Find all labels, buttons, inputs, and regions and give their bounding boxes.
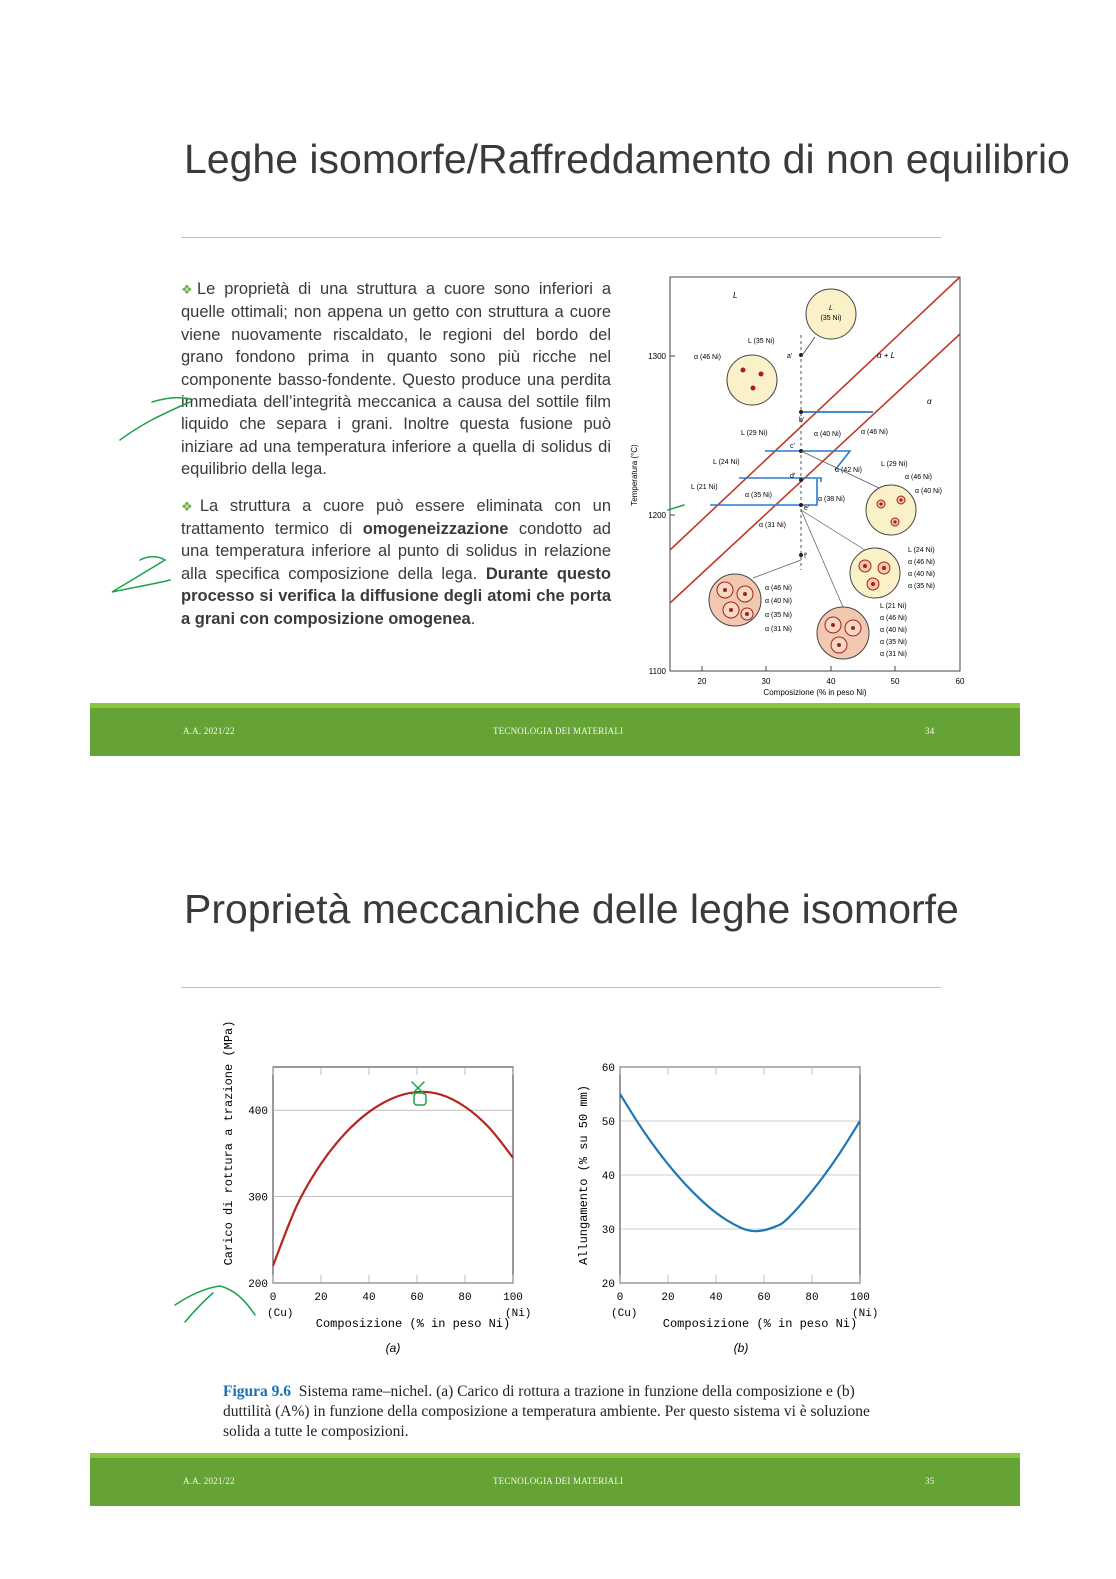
c3-alpha46-label: α (46 Ni) — [765, 585, 792, 592]
c3-alpha40-label: α (40 Ni) — [765, 598, 792, 605]
x-tick-20: 20 — [697, 677, 707, 686]
slide1-title-rule — [181, 237, 941, 238]
slide2-footer-year: A.A. 2021/22 — [183, 1476, 235, 1486]
tie-b-alpha46: α (46 Ni) — [861, 429, 888, 436]
region-alpha-label: α — [927, 397, 932, 406]
microstructure-1 — [727, 355, 777, 405]
point-b-label: b' — [799, 417, 805, 424]
chart-b-y-tick-label: 30 — [601, 1225, 615, 1237]
diagram-ylabel: Temperatura (°C) — [630, 444, 639, 506]
paragraph-2-text-e: . — [470, 609, 476, 628]
chart-a-title: (a) — [385, 1341, 401, 1355]
slide2-footer-page: 35 — [925, 1476, 935, 1486]
paragraph-1-text: Le proprietà di una struttura a cuore sono inferiori a quelle ottimali; non appena un getto con struttura a cuore viene nuovamente riscaldato, le regioni del bordo del grano fondono prima in quanto sono più ricche nel componente basso-fondente. Questo produce una perdita immediata dell’integrità meccanica a causa del sottile film liquido che separa i grani. Inoltre questa fusione può iniziare ad una temperatura inferiore a quella di solidus di equilibrio della lega. — [181, 280, 612, 479]
tie-d-alpha35: α (35 Ni) — [745, 492, 772, 499]
chart-b-title: (b) — [733, 1341, 749, 1355]
y-tick-1300: 1300 — [648, 352, 666, 361]
c0-alpha-label: α (46 Ni) — [694, 354, 721, 361]
c4-alpha31-label: α (31 Ni) — [880, 651, 907, 658]
phase-diagram — [625, 270, 970, 700]
tie-e-alpha31: α (31 Ni) — [759, 522, 786, 529]
microstructure-4 — [709, 574, 761, 626]
chart-a-y-tick-label: 300 — [248, 1192, 268, 1205]
diagram-xlabel: Composizione (% in peso Ni) — [763, 688, 867, 697]
bullet-diamond-icon: ❖ — [181, 498, 200, 514]
chart-b-xlabel: Composizione (% in peso Ni) — [662, 1317, 858, 1331]
chart-b-x-tick-label: 40 — [709, 1292, 723, 1304]
c2-alpha46-label: α (46 Ni) — [908, 559, 935, 566]
slide2-footer-course: TECNOLOGIA DEI MATERIALI — [493, 1476, 624, 1486]
tie-d-alpha38: α (38 Ni) — [818, 496, 845, 503]
chart-a-x-tick-label: 100 — [503, 1292, 523, 1304]
chart-b-note-ni: (Ni) — [852, 1308, 879, 1320]
c2-liquid-label: L (24 Ni) — [908, 547, 935, 554]
chart-a-y-tick-label: 200 — [248, 1279, 268, 1291]
tie-c-alpha42: α (42 Ni) — [835, 467, 862, 474]
chart-tensile-strength — [215, 1005, 545, 1360]
x-tick-60: 60 — [955, 677, 965, 686]
slide1-footer — [90, 708, 1020, 756]
point-a-label: a' — [787, 353, 793, 360]
slide1-footer-page: 34 — [925, 726, 935, 736]
chart-b-x-tick-label: 20 — [661, 1292, 675, 1304]
slide1-text-block — [181, 278, 611, 644]
x-tick-30: 30 — [761, 677, 771, 686]
paragraph-2-text-a: La struttura a cuore può essere eliminata con un trattamento termico di — [181, 496, 612, 539]
paragraph-2-bold-a: omogeneizzazione — [362, 520, 509, 539]
c1-liquid-label: L (29 Ni) — [881, 461, 908, 468]
chart-a-x-tick-label: 80 — [458, 1292, 472, 1304]
chart-b-series-line — [620, 1094, 860, 1231]
chart-a-plot-area — [273, 1067, 513, 1283]
microstructure-liquid — [806, 289, 856, 339]
tie-b-alpha40: α (40 Ni) — [814, 431, 841, 438]
chart-b-note-cu: (Cu) — [611, 1308, 638, 1320]
tie-b-liquid: L (29 Ni) — [741, 430, 768, 437]
chart-b-x-tick-label: 80 — [805, 1292, 819, 1304]
x-tick-50: 50 — [890, 677, 900, 686]
c4-liquid-label: L (21 Ni) — [880, 603, 907, 610]
slide1-paragraph-2 — [181, 495, 611, 630]
chart-a-xlabel: Composizione (% in peso Ni) — [315, 1317, 511, 1331]
c1-alpha46-label: α (46 Ni) — [905, 474, 932, 481]
paragraph-2-bold-d: Durante questo processo si verifica la diffusione degli atomi che porta a grani con composizione omogenea — [181, 564, 611, 628]
chart-a-x-tick-label: 60 — [410, 1292, 424, 1304]
c2-alpha40-label: α (40 Ni) — [908, 571, 935, 578]
x-tick-40: 40 — [826, 677, 836, 686]
c0-liquid-label: L (35 Ni) — [748, 338, 775, 345]
figure-caption-text: Sistema rame–nichel. (a) Carico di rottura a trazione in funzione della composizione e (b) duttilità (A%) in funzione della composizione a temperatura ambiente. Per questo sistema vi è soluzione solida a tutte le composizioni. — [223, 1383, 870, 1440]
chart-b-y-tick-label: 20 — [601, 1279, 615, 1291]
c1-alpha40-label: α (40 Ni) — [915, 488, 942, 495]
bullet-diamond-icon: ❖ — [181, 282, 197, 297]
chart-a-x-tick-label: 40 — [362, 1292, 376, 1304]
c3-alpha35-label: α (35 Ni) — [765, 612, 792, 619]
chart-elongation — [565, 1005, 895, 1360]
chart-a-x-tick-label: 20 — [314, 1292, 328, 1304]
chart-b-x-tick-label: 0 — [616, 1292, 624, 1304]
slide1-footer-course: TECNOLOGIA DEI MATERIALI — [493, 726, 624, 736]
point-c-label: c' — [790, 443, 795, 450]
y-tick-1100: 1100 — [648, 667, 666, 676]
point-f-label: f' — [804, 553, 808, 560]
slide2-title-rule — [181, 987, 941, 988]
point-e-label: e' — [804, 505, 810, 512]
microstructure-3 — [850, 548, 900, 598]
slide1-title: Leghe isomorfe/Raffreddamento di non equilibrio — [184, 136, 1070, 182]
chart-a-note-cu: (Cu) — [267, 1308, 294, 1320]
tie-d-liquid: L (21 Ni) — [691, 484, 718, 491]
figure-caption — [223, 1382, 883, 1442]
chart-b-y-tick-label: 60 — [601, 1063, 615, 1075]
figure-caption-label: Figura 9.6 — [223, 1383, 292, 1400]
chart-b-ylabel: Allungamento (% su 50 mm) — [577, 1084, 591, 1266]
chart-b-y-tick-label: 40 — [601, 1171, 615, 1183]
region-L-label: L — [733, 291, 738, 300]
slide1-paragraph-1 — [181, 278, 611, 481]
y-tick-1200: 1200 — [648, 511, 666, 520]
chart-b-x-tick-label: 60 — [757, 1292, 771, 1304]
c4-alpha46-label: α (46 Ni) — [880, 615, 907, 622]
paragraph-2-text-c: condotto ad una temperatura inferiore al punto di solidus in relazione alla specifica composizione della lega. — [181, 520, 611, 583]
c3-alpha31-label: α (31 Ni) — [765, 626, 792, 633]
c4-alpha40-label: α (40 Ni) — [880, 627, 907, 634]
c2-alpha35-label: α (35 Ni) — [908, 583, 935, 590]
slide2-footer — [90, 1458, 1020, 1506]
slide2-title: Proprietà meccaniche delle leghe isomorfe — [184, 886, 959, 932]
chart-a-series-line — [273, 1092, 513, 1266]
chart-a-ylabel: Carico di rottura a trazione (MPa) — [222, 1020, 236, 1266]
region-alpha-L-label: α + L — [877, 351, 896, 360]
chart-a-x-tick-label: 0 — [269, 1292, 277, 1304]
chart-b-x-tick-label: 100 — [850, 1292, 870, 1304]
microstructure-2 — [866, 485, 916, 535]
liquid-comp-label: (35 Ni) — [820, 315, 842, 322]
liquid-label: L — [829, 305, 833, 312]
chart-a-y-tick-label: 400 — [248, 1106, 268, 1119]
point-d-label: d' — [790, 473, 796, 480]
chart-b-y-tick-label: 50 — [601, 1117, 615, 1129]
slide1-footer-year: A.A. 2021/22 — [183, 726, 235, 736]
tie-c-liquid: L (24 Ni) — [713, 459, 740, 466]
chart-a-note-ni: (Ni) — [505, 1308, 532, 1320]
c4-alpha35-label: α (35 Ni) — [880, 639, 907, 646]
